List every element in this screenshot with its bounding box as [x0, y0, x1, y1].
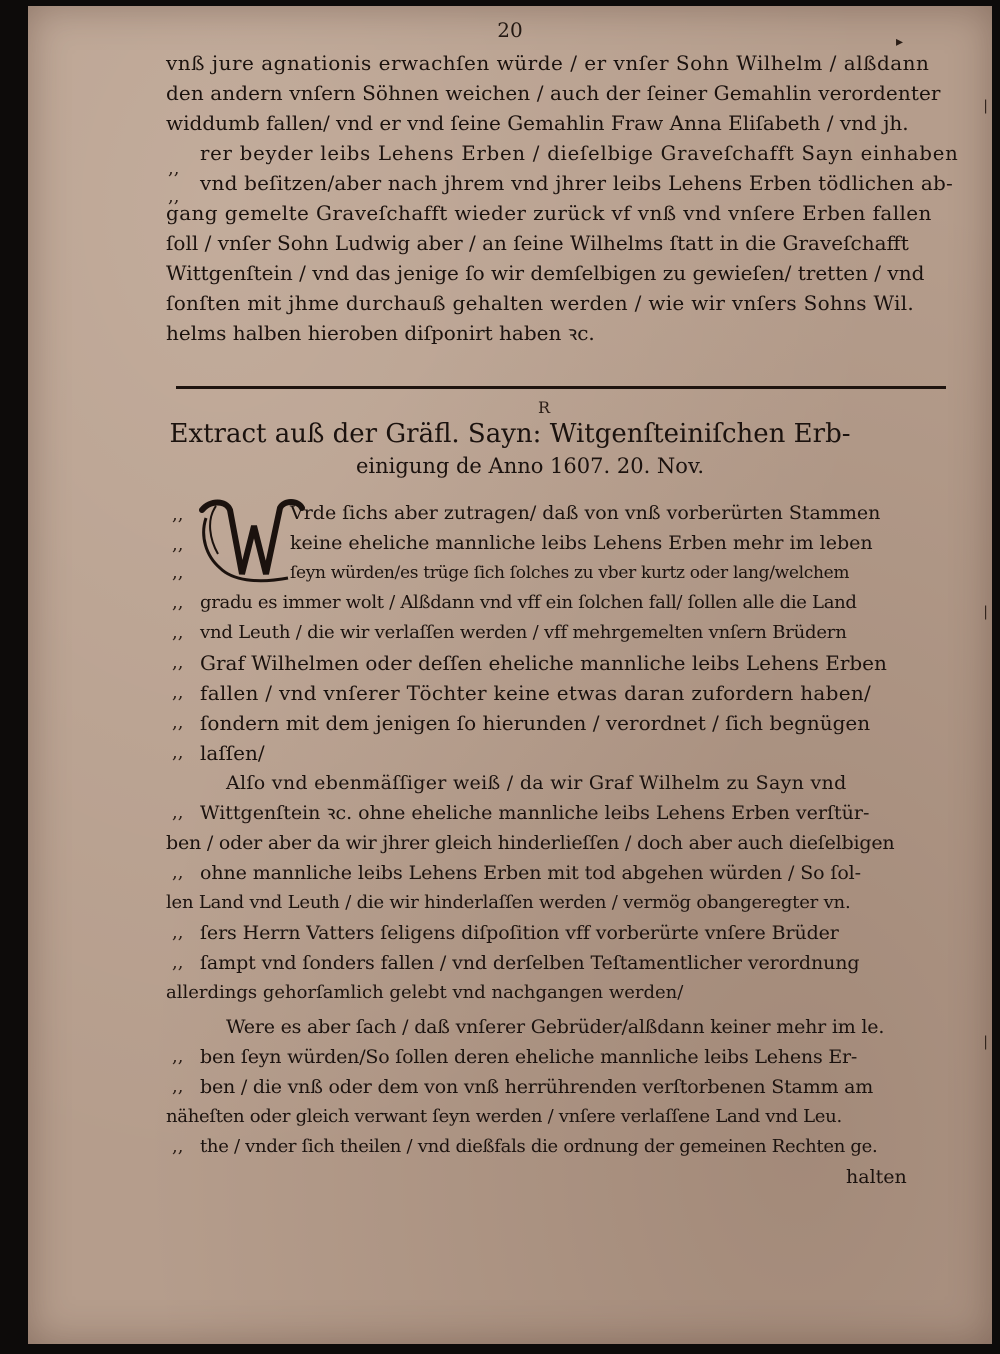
text-line: halten [846, 1166, 907, 1188]
text-line: näheſten oder gleich verwant ſeyn werden / vnſere verlaſſene Land vnd Leu. [166, 1106, 842, 1127]
margin-quote: ,, [172, 592, 184, 613]
text-line: rer beyder leibs Lehens Erben / dieſelbige Graveſchafft Sayn einhaben [200, 141, 959, 165]
margin-quote: ,, [172, 562, 184, 583]
page-number: 20 [497, 18, 523, 42]
text-line: helms halben hieroben diſponirt haben ꝛc. [166, 321, 595, 345]
book-page [28, 6, 992, 1344]
text-line: Graf Wilhelmen oder deſſen eheliche mannliche leibs Lehens Erben [200, 651, 887, 675]
margin-quote: ,, [172, 742, 184, 763]
margin-quote: ,, [168, 158, 180, 179]
section-divider [176, 386, 946, 389]
text-line: Wittgenſtein / vnd das jenige ſo wir demſelbigen zu gewieſen/ tretten / vnd [166, 261, 925, 285]
text-line: den andern vnſern Söhnen weichen / auch der ſeiner Gemahlin verordenter [166, 81, 941, 105]
text-line: ſondern mit dem jenigen ſo hierunden / verordnet / ſich begnügen [200, 711, 871, 735]
text-line: the / vnder ſich theilen / vnd dießfals die ordnung der gemeinen Rechten ge. [200, 1136, 878, 1157]
margin-quote: ,, [172, 504, 184, 525]
text-line: gang gemelte Graveſchafft wieder zurück vf vnß vnd vnſere Erben fallen [166, 201, 932, 225]
text-line: vnd Leuth / die wir verlaſſen werden / vff mehrgemelten vnſern Brüdern [200, 622, 847, 643]
text-line: vnd beſitzen/aber nach jhrem vnd jhrer leibs Lehens Erben tödlichen ab- [200, 171, 954, 195]
text-line: Were es aber ſach / daß vnſerer Gebrüder/alßdann keiner mehr im le. [226, 1016, 885, 1038]
margin-quote: ,, [172, 862, 184, 883]
margin-quote: ,, [172, 952, 184, 973]
text-line: Alſo vnd ebenmäſſiger weiß / da wir Graf Wilhelm zu Sayn vnd [226, 772, 847, 794]
side-mark: | [983, 98, 988, 114]
margin-quote: ,, [172, 622, 184, 643]
signature-mark: R [538, 398, 551, 417]
text-line: laſſen/ [200, 741, 265, 765]
margin-quote: ,, [172, 922, 184, 943]
margin-quote: ,, [172, 652, 184, 673]
text-line: ben ſeyn würden/So ſollen deren eheliche mannliche leibs Lehens Er- [200, 1046, 858, 1068]
text-line: vnß jure agnationis erwachſen würde / er vnſer Sohn Wilhelm / alßdann [166, 51, 930, 75]
text-line: ſers Herrn Vatters ſeligens diſpoſition vff vorberürte vnſere Brüder [200, 922, 839, 944]
text-line: Wittgenſtein ꝛc. ohne eheliche mannliche leibs Lehens Erben verſtür- [200, 802, 870, 824]
margin-quote: ,, [172, 802, 184, 823]
margin-quote: ,, [172, 682, 184, 703]
section-heading-date: einigung de Anno 1607. 20. Nov. [355, 454, 704, 478]
drop-cap-letter: W [200, 584, 202, 585]
text-line: gradu es immer wolt / Alßdann vnd vff ein ſolchen fall/ ſollen alle die Land [200, 592, 857, 613]
text-line: len Land vnd Leuth / die wir hinderlaſſen werden / vermög obangeregter vn. [166, 892, 851, 913]
text-line: ſoll / vnſer Sohn Ludwig aber / an ſeine Wilhelms ſtatt in die Graveſchafft [166, 231, 909, 255]
text-line: fallen / vnd vnſerer Töchter keine etwas daran zufordern haben/ [200, 681, 872, 705]
margin-quote: ,, [168, 186, 180, 207]
margin-quote: ,, [172, 712, 184, 733]
text-line: ben / oder aber da wir jhrer gleich hinderlieſſen / doch aber auch dieſelbigen [166, 832, 895, 854]
text-line: ben / die vnß oder dem von vnß herrührenden verſtorbenen Stamm am [200, 1076, 874, 1098]
side-mark: | [983, 1034, 988, 1050]
text-line: Vrde ſichs aber zutragen/ daß von vnß vorberürten Stammen [290, 502, 881, 524]
text-line: ſampt vnd ſonders fallen / vnd derſelben Teſtamentlicher verordnung [200, 952, 860, 974]
side-mark: | [983, 604, 988, 620]
corner-mark: ▸ [896, 34, 904, 50]
margin-quote: ,, [172, 1046, 184, 1067]
text-line: keine eheliche mannliche leibs Lehens Erben mehr im leben [290, 532, 873, 554]
margin-quote: ,, [172, 534, 184, 555]
text-line: ſeyn würden/es trüge ſich ſolches zu vber kurtz oder lang/welchem [290, 563, 850, 583]
margin-quote: ,, [172, 1136, 184, 1157]
text-line: ſonſten mit jhme durchauß gehalten werden / wie wir vnſers Sohns Wil. [166, 291, 915, 315]
text-line: widdumb fallen/ vnd er vnd ſeine Gemahlin Fraw Anna Eliſabeth / vnd jh. [166, 111, 909, 135]
margin-quote: ,, [172, 1076, 184, 1097]
text-line: ohne mannliche leibs Lehens Erben mit tod abgehen würden / So ſol- [200, 862, 861, 884]
section-heading: Extract auß der Gräfl. Sayn: Witgenſteiniſchen Erb- [169, 419, 851, 449]
text-line: allerdings gehorſamlich gelebt vnd nachgangen werden/ [166, 982, 684, 1003]
